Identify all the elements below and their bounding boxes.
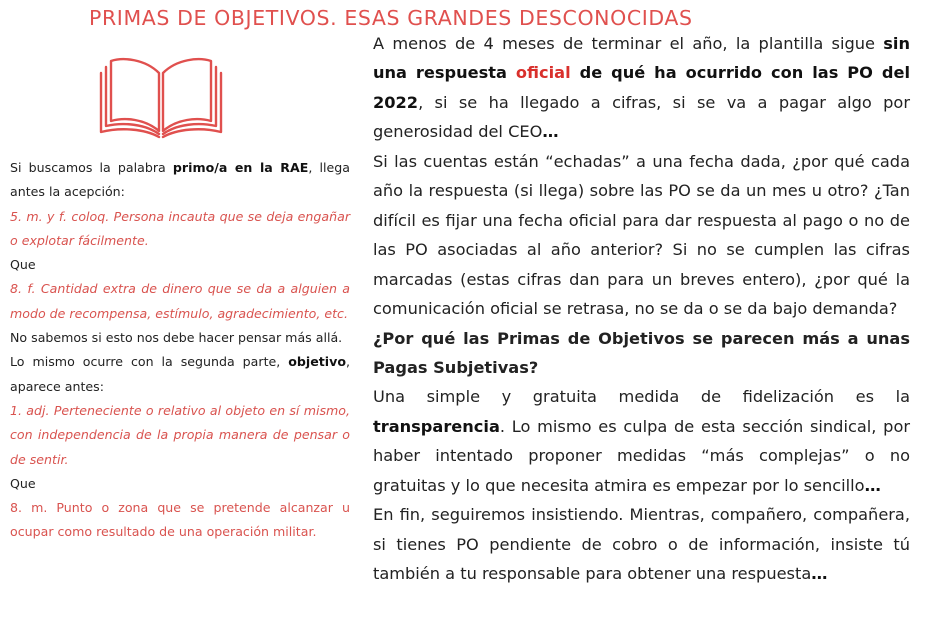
page-title: PRIMAS DE OBJETIVOS. ESAS GRANDES DESCONOCIDAS xyxy=(89,6,693,30)
definitions-column xyxy=(10,156,350,545)
definition-objetivo-adj: 1. adj. Perteneciente o relativo al objeto en sí mismo, con independencia de la propia manera de pensar o de sentir. xyxy=(10,402,350,467)
definition-prima: 8. f. Cantidad extra de dinero que se da a alguien a modo de recompensa, estímulo, agradecimiento, etc. xyxy=(10,281,350,321)
definition-objetivo-m: 8. m. Punto o zona que se pretende alcanzar u ocupar como resultado de una operación militar. xyxy=(10,500,350,540)
que-label-2: Que xyxy=(10,475,36,491)
think-paragraph: No sabemos si esto nos debe hacer pensar más allá. xyxy=(10,330,343,346)
paragraph-intro: A menos de 4 meses de terminar el año, la plantilla sigue sin una respuesta oficial de qué ha ocurrido con las PO del 2022, si se ha llegado a cifras, si se va a pagar algo por generosidad del CEO… xyxy=(373,34,910,142)
paragraph-transparency: Una simple y gratuita medida de fidelización es la transparencia. Lo mismo es culpa de esta sección sindical, por haber intentado proponer medidas “más complejas” o no gratuitas y lo que necesita atmira es empezar por lo sencillo… xyxy=(373,387,910,495)
paragraph-questions: Si las cuentas están “echadas” a una fecha dada, ¿por qué cada año la respuesta (si llega) sobre las PO se da un mes u otro? ¿Tan difícil es fijar una fecha oficial para dar respuesta al pago o no de las PO asociadas al año anterior? Si no se cumplen las cifras marcadas (estas cifras dan para un breves entero), ¿por qué la comunicación oficial se retrasa, no se da o se da bajo demanda? xyxy=(373,151,910,319)
paragraph-closing: En fin, seguiremos insistiendo. Mientras, compañero, compañera, si tienes PO pendiente de cobro o de información, insiste tú también a tu responsable para obtener una respuesta… xyxy=(373,505,910,584)
article-body xyxy=(373,29,910,589)
intro-paragraph: Si buscamos la palabra primo/a en la RAE, llega antes la acepción: xyxy=(10,160,350,200)
open-book-icon xyxy=(97,55,225,139)
paragraph-key-question: ¿Por qué las Primas de Objetivos se parecen más a unas Pagas Subjetivas? xyxy=(373,328,910,377)
definition-primo: 5. m. y f. coloq. Persona incauta que se deja engañar o explotar fácilmente. xyxy=(10,208,350,248)
second-part-paragraph: Lo mismo ocurre con la segunda parte, objetivo, aparece antes: xyxy=(10,354,350,394)
que-label: Que xyxy=(10,257,36,273)
